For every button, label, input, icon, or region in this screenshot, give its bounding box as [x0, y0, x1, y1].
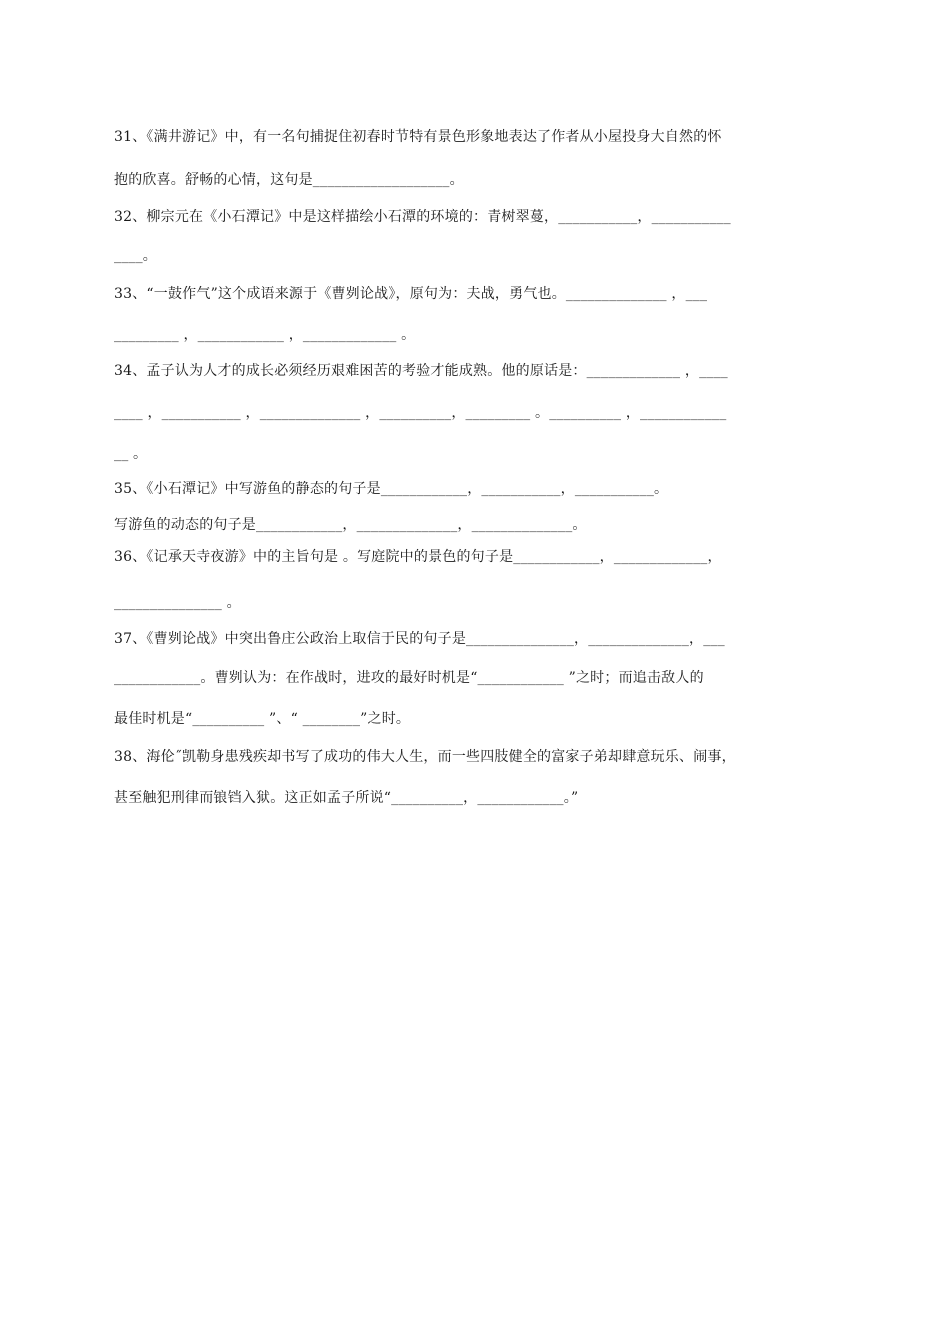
question-line: 36、《记承天寺夜游》中的主旨句是 。写庭院中的景色的句子是____________，_____________， [114, 549, 722, 565]
question-line: ____ ，___________ ，______________ ，__________，_________ 。__________ ，____________ [114, 405, 727, 421]
question-line: 甚至触犯刑律而锒铛入狱。这正如孟子所说“__________，____________。” [114, 790, 579, 806]
question-line: ____________。曹刿认为：在作战时，进攻的最好时机是“____________ ”之时；而追击敌人的 [114, 670, 704, 686]
question-line: 最佳时机是“__________ ”、“ ________”之时。 [114, 711, 411, 727]
question-line: 写游鱼的动态的句子是____________，______________，______________。 [114, 517, 587, 533]
question-line: ____。 [114, 248, 157, 264]
question-line: __ 。 [114, 446, 148, 462]
question-line: 34、孟子认为人才的成长必须经历艰难困苦的考验才能成熟。他的原话是：_____________ ，____ [114, 363, 728, 379]
question-line: _________ ，____________ ，_____________ 。 [114, 327, 416, 343]
question-line: 31、《满井游记》中，有一名句捕捉住初春时节特有景色形象地表达了作者从小屋投身大自然的怀 [114, 129, 722, 145]
question-line: 38、海伦˝凯勒身患残疾却书写了成功的伟大人生，而一些四肢健全的富家子弟却肆意玩乐、闹事， [114, 749, 736, 765]
question-line: 35、《小石潭记》中写游鱼的静态的句子是____________，___________，___________。 [114, 481, 669, 497]
question-line: 抱的欣喜。舒畅的心情，这句是___________________。 [114, 172, 464, 188]
question-line: _______________ 。 [114, 595, 241, 611]
question-line: 37、《曹刿论战》中突出鲁庄公政治上取信于民的句子是_______________，______________，___ [114, 631, 725, 647]
question-line: 32、柳宗元在《小石潭记》中是这样描绘小石潭的环境的：青树翠蔓，___________，___________ [114, 209, 731, 225]
question-line: 33、“一鼓作气”这个成语来源于《曹刿论战》，原句为：夫战，勇气也。______________ ，___ [114, 286, 708, 302]
